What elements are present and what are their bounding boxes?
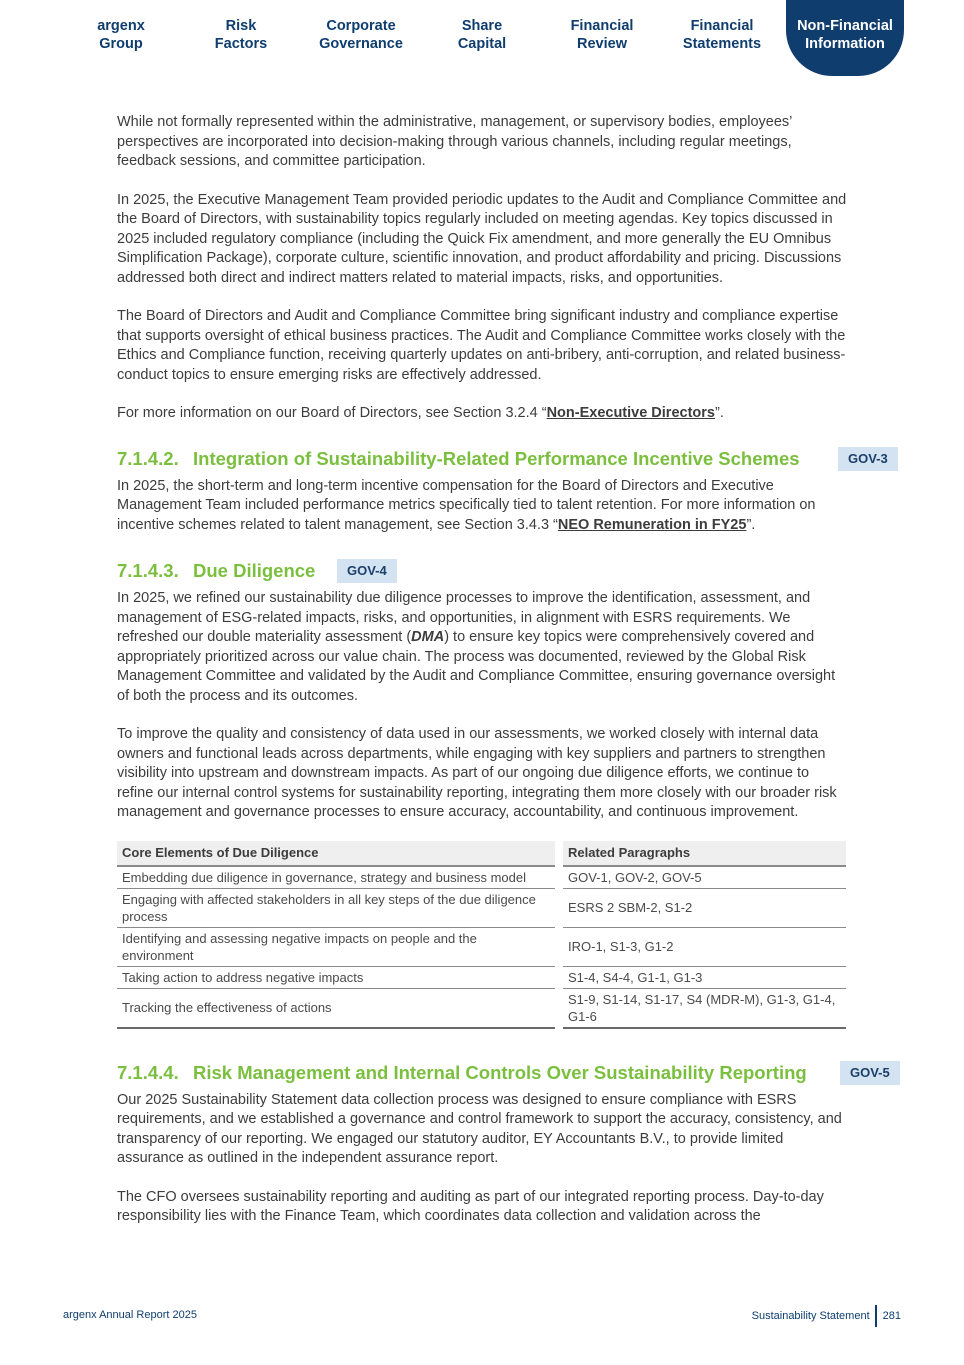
paragraph	[117, 589, 849, 706]
section-heading-7143	[117, 559, 849, 583]
table-cell: Taking action to address negative impacts	[117, 967, 555, 989]
tab-label-line2: Review	[577, 36, 627, 52]
tab-label-line1: Financial	[690, 18, 754, 34]
tab-non-financial-information[interactable]	[786, 0, 904, 76]
tab-label-line1: Financial	[570, 18, 634, 34]
column-header: Related Paragraphs	[563, 841, 846, 867]
section-number: 7.1.4.3.	[117, 560, 179, 581]
disclosure-tag-gov5: GOV-5	[840, 1061, 900, 1085]
table-cell: Identifying and assessing negative impacts on people and the environment	[117, 928, 555, 967]
tab-financial-review[interactable]	[547, 17, 657, 53]
tab-label-line1: Corporate	[326, 18, 396, 34]
neo-remuneration-link[interactable]: NEO Remuneration in FY25	[557, 516, 747, 533]
tab-argenx-group[interactable]	[66, 17, 176, 53]
non-executive-directors-link[interactable]: Non-Executive Directors	[546, 405, 715, 421]
section-number: 7.1.4.4.	[117, 1061, 179, 1083]
paragraph: Our 2025 Sustainability Statement data collection process was designed to ensure compliance with ESRS requirements, and we established a governance and control framework to support the accuracy, consistency, and transparency of our reporting. We engaged our statutory auditor, EY Accountants B.V., to provide limited assurance as outlined in the independent assurance report.	[117, 1091, 842, 1166]
tab-label-line2: Governance	[319, 36, 403, 52]
table-row	[117, 867, 846, 889]
emphasis: DMA	[411, 629, 445, 645]
table-cell: S1-9, S1-14, S1-17, S4 (MDR-M), G1-3, G1-4, G1-6	[563, 989, 846, 1029]
paragraph: The Board of Directors and Audit and Compliance Committee bring significant industry and compliance expertise that supports oversight of ethical business practices. The Audit and Compliance Committee works closely with the Ethics and Compliance function, receiving quarterly updates on anti-bribery, anti-corruption, and related business-conduct topics to ensure emerging risks are effectively addressed.	[117, 308, 846, 383]
section-heading-7142	[117, 447, 888, 471]
paragraph	[117, 404, 849, 424]
text: In 2025, we refined our sustainability due diligence processes to improve the identification, assessment, and management of ESG-related impacts, risks, and opportunities, in alignment with ESRS requirements. We refreshed our double materiality assessment (	[117, 590, 811, 645]
tab-share-capital[interactable]	[427, 17, 537, 53]
paragraph: In 2025, the Executive Management Team provided periodic updates to the Audit and Compliance Committee and the Board of Directors, with sustainability topics regularly included on meeting agendas. Key topics discussed in 2025 included regulatory compliance (including the Quick Fix amendment, and more generally the EU Omnibus Simplification Package), corporate culture, scientific innovation, and product affordability and pricing. Discussions addressed both direct and indirect matters related to material impacts, risks, and opportunities.	[117, 191, 847, 286]
text: ”.	[714, 405, 724, 421]
table-cell: IRO-1, S1-3, G1-2	[563, 928, 846, 967]
section-title: Risk Management and Internal Controls Over Sustainability Reporting	[193, 1061, 807, 1083]
column-gap	[555, 841, 563, 867]
text: ”.	[746, 516, 756, 533]
table-cell: ESRS 2 SBM-2, S1-2	[563, 889, 846, 928]
due-diligence-table	[117, 841, 846, 1029]
footer-divider	[875, 1305, 877, 1327]
text: For more information on our Board of Directors, see Section 3.2.4 “	[117, 405, 547, 421]
table-cell: S1-4, S4-4, G1-1, G1-3	[563, 967, 846, 989]
section-heading-7144	[117, 1061, 890, 1085]
table-cell: Engaging with affected stakeholders in all key steps of the due diligence process	[117, 889, 555, 928]
column-gap	[555, 867, 563, 889]
table-row	[117, 967, 846, 989]
footer-page-info	[752, 1305, 901, 1327]
column-gap	[555, 967, 563, 989]
tab-risk-factors[interactable]	[186, 17, 296, 53]
tab-label-line2: Statements	[682, 36, 762, 52]
tab-label-line2: Group	[99, 36, 143, 52]
paragraph: The CFO oversees sustainability reporting and auditing as part of our integrated reporting process. Day-to-day responsibility lies with the Finance Team, which coordinates data collection and validation across the	[117, 1188, 824, 1224]
table-row	[117, 889, 846, 928]
footer-report-title: argenx Annual Report 2025	[63, 1309, 197, 1321]
page-content	[117, 113, 890, 1246]
tab-label-line1: Risk	[225, 18, 257, 34]
table-row	[117, 989, 846, 1029]
text: ) to ensure key topics were comprehensively covered and appropriately prioritized across our value chain. The process was documented, reviewed by the Global Risk Management Committee and validated by the Audit and Compliance Committee, ensuring governance oversight of both the process and its outcomes.	[117, 629, 836, 704]
paragraph: While not formally represented within the administrative, management, or supervisory bodies, employees’ perspectives are incorporated into decision-making through various channels, including regular meetings, feedback sessions, and committee participation.	[117, 114, 792, 169]
tab-financial-statements[interactable]	[667, 17, 777, 53]
table-cell: Tracking the effectiveness of actions	[117, 989, 555, 1029]
table-cell: GOV-1, GOV-2, GOV-5	[563, 867, 846, 889]
tab-label-line1: Non-Financial	[797, 18, 893, 34]
section-number: 7.1.4.2.	[117, 447, 179, 469]
section-title: Due Diligence	[193, 560, 316, 581]
column-header: Core Elements of Due Diligence	[117, 841, 555, 867]
page-number: 281	[882, 1310, 901, 1322]
disclosure-tag-gov4: GOV-4	[337, 559, 397, 583]
top-navigation	[0, 0, 964, 80]
paragraph: To improve the quality and consistency of data used in our assessments, we worked closely with internal data owners and functional leads across departments, while engaging with key suppliers and partners to strengthen visibility into upstream and downstream impacts. As part of our ongoing due diligence efforts, we continue to refine our internal control systems for sustainability reporting, integrating them more closely with our broader risk management and governance processes to ensure accuracy, accountability, and continuous improvement.	[117, 726, 837, 820]
table-row	[117, 928, 846, 967]
table-cell: Embedding due diligence in governance, strategy and business model	[117, 867, 555, 889]
tab-label-line2: Capital	[457, 36, 507, 52]
column-gap	[555, 989, 563, 1029]
disclosure-tag-gov3: GOV-3	[838, 447, 898, 471]
column-gap	[555, 928, 563, 967]
section-title: Integration of Sustainability-Related Performance Incentive Schemes	[193, 447, 800, 469]
tab-label-line1: Share	[461, 18, 503, 34]
tab-corporate-governance[interactable]	[306, 17, 416, 53]
footer-section-name: Sustainability Statement	[751, 1310, 870, 1322]
column-gap	[555, 889, 563, 928]
tab-label-line2: Information	[805, 36, 885, 52]
tab-label-line2: Factors	[214, 36, 268, 52]
table-header-row	[117, 841, 846, 867]
tab-label-line1: argenx	[97, 18, 145, 34]
text: In 2025, the short-term and long-term incentive compensation for the Board of Directors and Executive Management Team included performance metrics specifically tied to talent retention. For more information on incentive schemes related to talent management, see Section 3.4.3 “	[117, 477, 816, 533]
paragraph	[117, 477, 849, 536]
